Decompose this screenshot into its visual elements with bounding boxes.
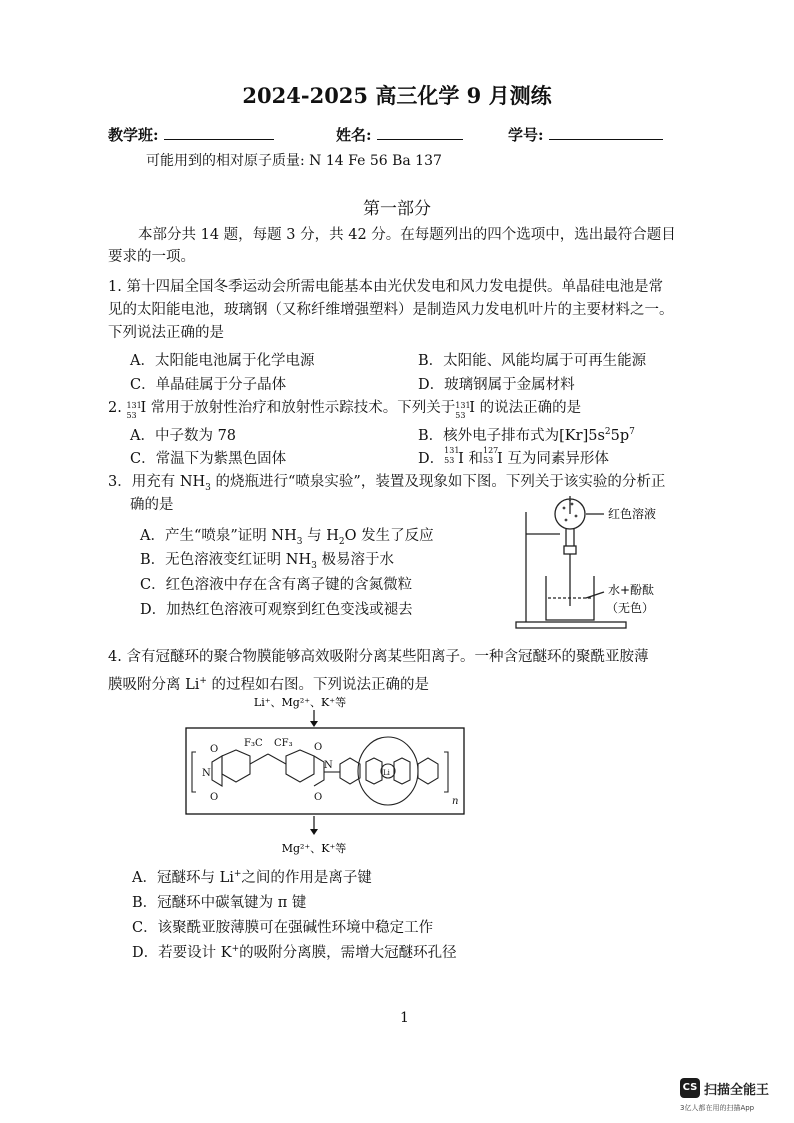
q4-option-d[interactable]: D．若要设计 K+的吸附分离膜，需增大冠醚环孔径: [132, 944, 457, 961]
crown-ether-membrane-figure: [182, 692, 472, 858]
repeat-unit-n: n: [452, 796, 459, 807]
q1-option-c[interactable]: C．单晶硅属于分子晶体: [130, 377, 287, 393]
student-id-label: 学号:: [508, 126, 544, 144]
class-label: 教学班:: [108, 126, 159, 144]
q4-stem-line-1: 4. 含有冠醚环的聚合物膜能够高效吸附分离某些阳离子。一种含冠醚环的聚酰亚胺薄: [108, 649, 649, 665]
page-number: 1: [400, 1010, 409, 1026]
cf3-bridge-right: [268, 754, 286, 764]
q2-option-c[interactable]: C．常温下为紫黑色固体: [130, 451, 287, 467]
student-id-blank[interactable]: [549, 125, 663, 140]
q1-option-d[interactable]: D．玻璃钢属于金属材料: [418, 377, 575, 393]
q4-option-c[interactable]: C．该聚酰亚胺薄膜可在强碱性环境中稳定工作: [132, 920, 434, 936]
imide-ring-right: [314, 756, 324, 786]
q1-stem-line-2: 见的太阳能电池，玻璃钢（又称纤维增强塑料）是制造风力发电机叶片的主要材料之一。: [108, 302, 674, 318]
oxygen-1: O: [210, 744, 219, 755]
oxygen-2: O: [210, 792, 219, 803]
cf3-right-label: CF₃: [274, 738, 293, 749]
intro-line-1: 本部分共 14 题，每题 3 分，共 42 分。在每题列出的四个选项中，选出最符合题目: [138, 227, 676, 243]
iodine-isotope-131: 131 53: [126, 401, 142, 420]
name-field[interactable]: [336, 124, 463, 145]
red-solution-label: 红色溶液: [608, 507, 657, 521]
benzene-ring-1: [222, 750, 250, 782]
camscanner-tagline: 3亿人都在用的扫描App: [680, 1104, 755, 1112]
camscanner-logo-icon: CS: [680, 1078, 700, 1098]
q1-stem-line-3: 下列说法正确的是: [108, 325, 224, 341]
nitrogen-left: N: [202, 768, 211, 779]
bracket-right: [444, 752, 448, 792]
oxygen-3: O: [314, 742, 323, 753]
name-label: 姓名:: [336, 126, 372, 144]
q3-stem-line-2: 确的是: [130, 497, 174, 513]
q4-option-b[interactable]: B．冠醚环中碳氧键为 π 键: [132, 895, 307, 911]
water-phenolphthalein-label: 水+酚酞: [608, 583, 655, 597]
q1-option-a[interactable]: A．太阳能电池属于化学电源: [130, 353, 315, 369]
q1-stem-line-1: 1. 第十四届全国冬季运动会所需电能基本由光伏发电和风力发电提供。单晶硅电池是常: [108, 279, 663, 295]
q2-option-d[interactable]: D． 131 53 I 和 127 53 I 互为同素异形体: [418, 446, 609, 467]
membrane-box: [186, 728, 464, 814]
fountain-apparatus-figure: [508, 494, 688, 634]
iodine-isotope-131-ref: 131 53: [455, 401, 471, 420]
q3-option-d[interactable]: D．加热红色溶液可观察到红色变浅或褪去: [140, 602, 413, 618]
q4-option-a[interactable]: A．冠醚环与 Li+之间的作用是离子键: [132, 869, 372, 886]
atomic-mass-note: 可能用到的相对原子质量: N 14 Fe 56 Ba 137: [146, 153, 442, 169]
phenyl-ring-1: [340, 758, 360, 784]
q3-option-c[interactable]: C．红色溶液中存在含有离子键的含氮微粒: [140, 577, 413, 593]
camscanner-name: 扫描全能王: [704, 1083, 770, 1098]
cf3-bridge-left: [250, 754, 268, 764]
q2-number: 2.: [108, 400, 127, 416]
colorless-label: （无色）: [606, 601, 655, 615]
cf3-left-label: F₃C: [244, 738, 263, 749]
benzo-ring-left: [366, 758, 382, 784]
name-blank[interactable]: [377, 125, 463, 140]
bracket-left: [192, 752, 196, 792]
intro-line-2: 要求的一项。: [108, 249, 195, 265]
imide-ring-left: [212, 756, 222, 786]
q3-option-b[interactable]: B．无色溶液变红证明 $NH_3$ 极易溶于水: [140, 552, 394, 571]
class-field[interactable]: [108, 124, 274, 145]
q3-stem-line-1: 3．用充有 $NH_3$ 的烧瓶进行“喷泉实验”，装置及现象如下图。下列关于该实验的分析正: [108, 474, 666, 493]
q2-option-a[interactable]: A．中子数为 78: [130, 428, 237, 444]
output-ions-label: Mg²⁺、K⁺等: [281, 842, 347, 855]
nitrogen-right: N: [324, 760, 333, 771]
q3-option-a[interactable]: A．产生“喷泉”证明 $NH_3$ 与 $H_2O$ 发生了反应: [140, 528, 434, 547]
phenyl-ring-2: [418, 758, 438, 784]
student-id-field[interactable]: [508, 124, 663, 145]
q1-option-b[interactable]: B．太阳能、风能均属于可再生能源: [418, 353, 647, 369]
q4-stem-line-2: 膜吸附分离 Li+ 的过程如右图。下列说法正确的是: [108, 676, 430, 693]
part-title: 第一部分: [363, 199, 431, 219]
input-ions-label: Li⁺、Mg²⁺、K⁺等: [253, 696, 347, 709]
class-blank[interactable]: [164, 125, 274, 140]
stand-base: [516, 622, 626, 628]
benzene-ring-2: [286, 750, 314, 782]
q2-option-b[interactable]: B．核外电子排布式为$[Kr]5s^25p^7$: [418, 427, 635, 444]
label-pointer-water: [586, 592, 604, 598]
page-title: 2024-2025 高三化学 9 月测练: [242, 83, 552, 108]
lithium-label: Li: [383, 769, 390, 777]
benzo-ring-right: [394, 758, 410, 784]
oxygen-4: O: [314, 792, 323, 803]
q2-stem: 2. 131 53 I 常用于放射性治疗和放射性示踪技术。下列关于 131 53 I 的说法正确的是: [108, 400, 582, 420]
